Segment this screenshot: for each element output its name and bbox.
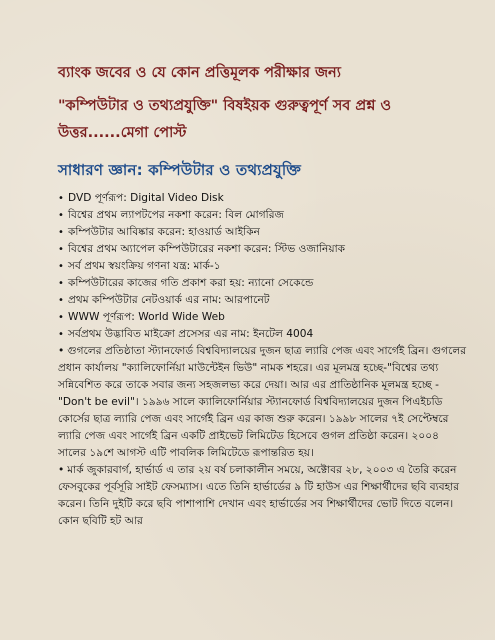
list-item: • কম্পিউটারের কাজের গতি প্রকাশ করা হয়: ন্যানো সেকেন্ডে <box>58 275 468 292</box>
list-item: • বিশ্বের প্রথম অ্যাপেল কম্পিউটারের নকশা করেন: স্টিভ ওজানিয়াক <box>58 241 468 258</box>
heading-line-2: "কম্পিউটার ও তথ্যপ্রযুক্তি" বিষইয়ক গুরুত্বপূর্ণ সব প্রশ্ন ও <box>58 98 392 114</box>
facebook-paragraph <box>58 462 468 530</box>
section-title: সাধারণ জ্ঞান: কম্পিউটার ও তথ্যপ্রযুক্তি <box>58 161 301 179</box>
list-item: • WWW পূর্ণরূপ: World Wide Web <box>58 309 468 326</box>
list-item: • কম্পিউটার আবিষ্কার করেন: হাওয়ার্ড আইকিন <box>58 224 468 241</box>
fact-list <box>58 190 468 343</box>
list-item: • বিশ্বের প্রথম ল্যাপটপের নকশা করেন: বিল মোগরিজ <box>58 207 468 224</box>
google-paragraph-text: গুগলের প্রতিষ্ঠাতা স্ট্যানফোর্ড বিশ্ববিদ্যালয়ের দুজন ছাত্র ল্যারি পেজ এবং সার্গেই ব্রিন। গুগলের প্রধান কার্যালয় "ক্যালিফোর্নিয়া মাউন্টেইন ভিউ" নামক শহরে। এর মূলমন্ত্র হচ্ছে-"বিশ্বের তথ্য সন্নিবেশিত করে তাকে সবার জন্য সহজলভ্য করে দেয়া। আর এর প্রাতিষ্ঠানিক মূলমন্ত্র হচ্ছে -"Don't be evil"। ১৯৯৬ সালে ক্যালিফোর্নিয়ার স্ট্যানফোর্ড বিশ্ববিদ্যালয়ের দুজন পিএইচডি কোর্সের ছাত্র ল্যারি পেজ এবং সার্গেই ব্রিন এর কাজ শুরু করেন। ১৯৯৮ সালের ৭ই সেপ্টেম্বরে ল্যারি পেজ এবং সার্গেই ব্রিন একটি প্রাইভেট লিমিটেড হিসেবে গুগল প্রতিষ্ঠা করেন। ২০০৪ সালের ১৯শে আগস্ট এটি পাবলিক লিমিটেডে রূপান্তরিত হয়। <box>58 345 467 459</box>
google-paragraph <box>58 343 468 462</box>
list-item: • DVD পূর্ণরূপ: Digital Video Disk <box>58 190 468 207</box>
heading-line-3: উত্তর......মেগা পোস্ট <box>58 125 187 141</box>
facebook-paragraph-text: মার্ক জুকারবার্গ, হার্ভার্ড এ তার ২য় বর্ষ চলাকালীন সময়ে, অক্টোবর ২৮, ২০০৩ এ তৈরি করেন ফেসবুকের পূর্বসূরি সাইট ফেসম্যাস। এতে তিনি হার্ভার্ডের ৯ টি হাউস এর শিক্ষার্থীদের ছবি ব্যবহার করেন। তিনি দুইটি করে ছবি পাশাপাশি দেখান এবং হার্ভার্ডের সব শিক্ষার্থীদের ভোট দিতে বলেন। কোন ছবিটি হট আর <box>58 464 460 527</box>
list-item: • প্রথম কম্পিউটার নেটওয়ার্ক এর নাম: আরপানেট <box>58 292 468 309</box>
bullet-icon: • <box>58 464 65 476</box>
heading-line-1: ব্যাংক জবের ও যে কোন প্রত্তিমূলক পরীক্ষার জন্য <box>58 65 341 81</box>
list-item: • সর্ব প্রথম স্বয়ংক্রিয় গণনা যন্ত্র: মার্ক-১ <box>58 258 468 275</box>
list-item: • সর্বপ্রথম উদ্ভাবিত মাইক্রো প্রসেসর এর নাম: ইনটেল 4004 <box>58 326 468 343</box>
bullet-icon: • <box>58 345 65 357</box>
document-page <box>58 60 468 530</box>
